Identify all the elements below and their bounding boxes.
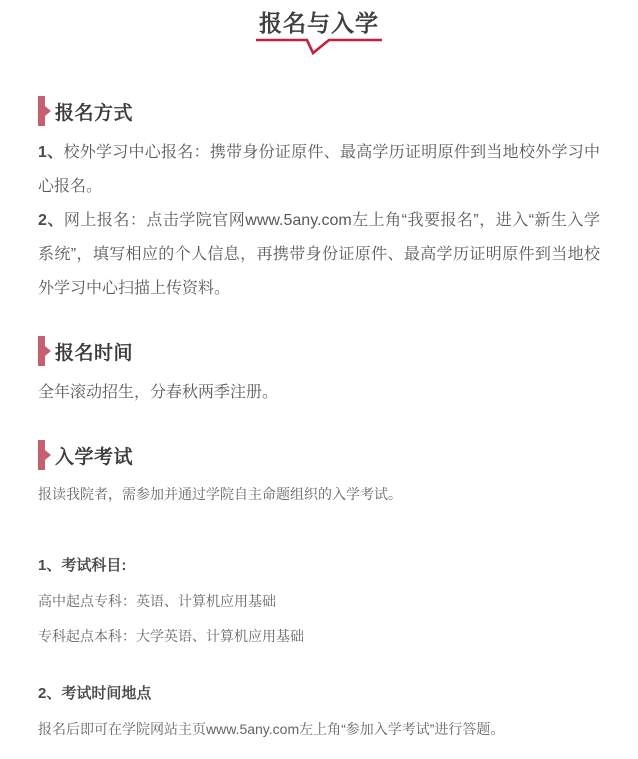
page-title: 报名与入学 bbox=[259, 10, 379, 36]
paragraph-exam-intro: 报读我院者，需参加并通过学院自主命题组织的入学考试。 bbox=[38, 486, 402, 502]
paragraph-online-registration bbox=[38, 204, 600, 306]
line-exam-online-answer: 报名后即可在学院网站主页www.5any.com左上角“参加入学考试”进行答题。 bbox=[38, 721, 505, 737]
section-marker-icon bbox=[38, 336, 45, 366]
section-heading-registration-time bbox=[38, 336, 600, 366]
section-heading-registration-method bbox=[38, 96, 600, 126]
section-title: 报名方式 bbox=[55, 102, 134, 124]
section-marker-icon bbox=[38, 96, 45, 126]
section-entrance-exam bbox=[38, 440, 600, 739]
paragraph-registration-time: 全年滚动招生，分春秋两季注册。 bbox=[38, 384, 279, 401]
title-underline-decoration bbox=[255, 38, 383, 56]
subhead-exam-time-place: 2、考试时间地点 bbox=[38, 685, 152, 702]
page-header bbox=[38, 8, 600, 56]
paragraph-offline-registration bbox=[38, 136, 600, 204]
section-title: 入学考试 bbox=[55, 446, 134, 468]
section-title: 报名时间 bbox=[55, 342, 134, 364]
paragraph-text: 校外学习中心报名：携带身份证原件、最高学历证明原件到当地校外学习中心报名。 bbox=[38, 144, 600, 195]
line-bachelor-subjects: 专科起点本科：大学英语、计算机应用基础 bbox=[38, 628, 304, 644]
line-junior-college-subjects: 高中起点专科：英语、计算机应用基础 bbox=[38, 593, 276, 609]
section-marker-icon bbox=[38, 440, 45, 470]
subhead-exam-subjects: 1、考试科目: bbox=[38, 557, 127, 574]
list-number: 1、 bbox=[38, 144, 64, 161]
section-heading-entrance-exam bbox=[38, 440, 600, 470]
paragraph-text: 网上报名：点击学院官网www.5any.com左上角“我要报名”，进入“新生入学系统”，填写相应的个人信息，再携带身份证原件、最高学历证明原件到当地校外学习中心扫描上传资料。 bbox=[38, 212, 600, 297]
section-registration-time bbox=[38, 336, 600, 410]
section-registration-method bbox=[38, 96, 600, 306]
list-number: 2、 bbox=[38, 212, 64, 229]
